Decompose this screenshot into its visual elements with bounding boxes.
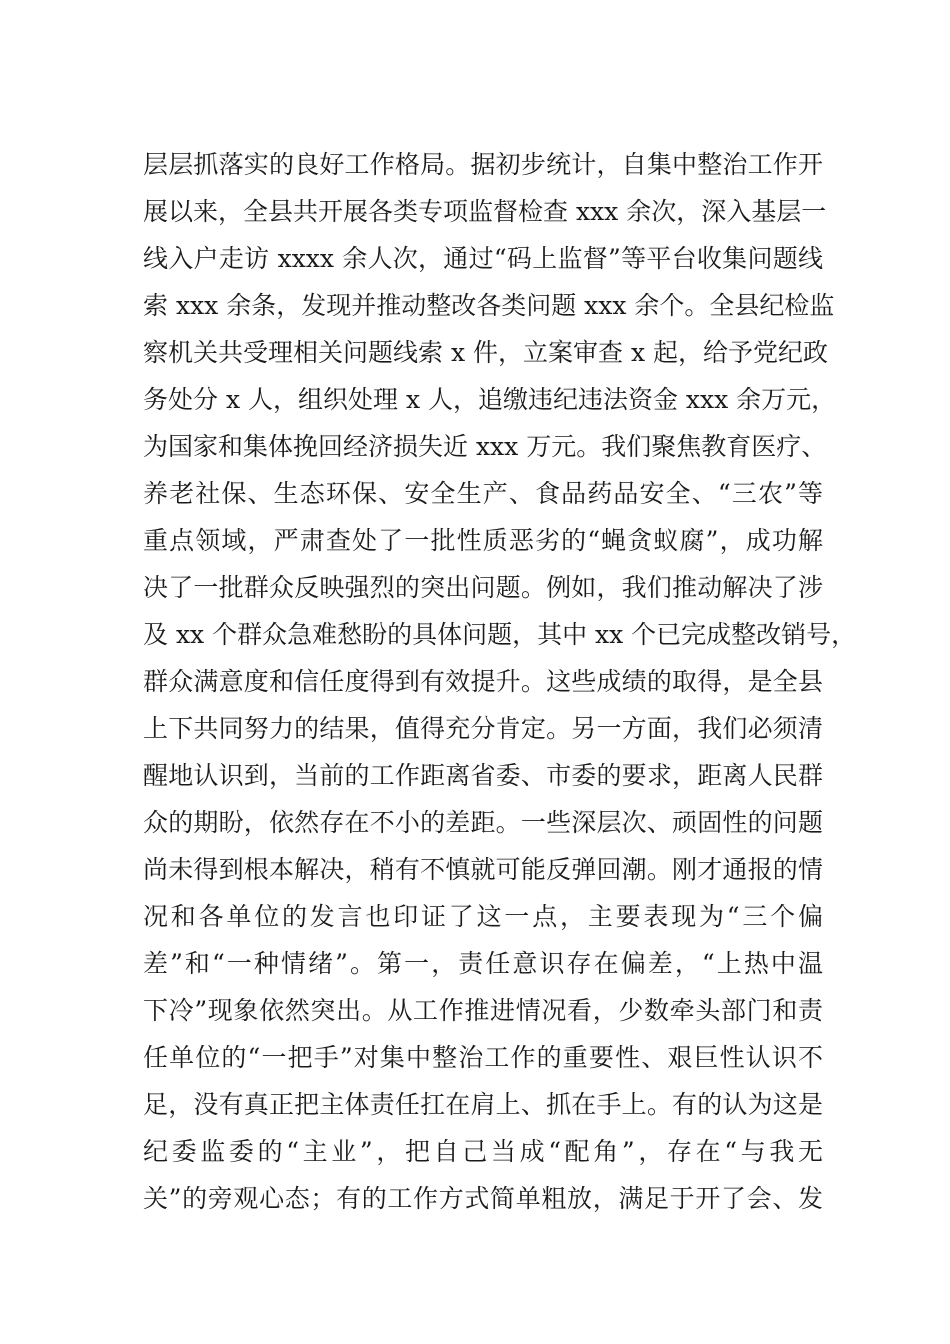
text-line: 醒地认识到，当前的工作距离省委、市委的要求，距离人民群	[143, 761, 823, 790]
text-line: 及 xx 个群众急难愁盼的具体问题，其中 xx 个已完成整改销号，	[143, 620, 857, 649]
text-line: 下冷”现象依然突出。从工作推进情况看，少数牵头部门和责	[143, 996, 823, 1025]
text-line: 决了一批群众反映强烈的突出问题。例如，我们推动解决了涉	[143, 573, 823, 602]
text-line: 任单位的“一把手”对集中整治工作的重要性、艰巨性认识不	[143, 1043, 823, 1072]
text-line: 况和各单位的发言也印证了这一点，主要表现为“三个偏	[143, 902, 823, 931]
text-line: 重点领域，严肃查处了一批性质恶劣的“蝇贪蚁腐”，成功解	[143, 526, 823, 555]
text-line: 尚未得到根本解决，稍有不慎就可能反弹回潮。刚才通报的情	[143, 855, 823, 884]
text-line: 足，没有真正把主体责任扛在肩上、抓在手上。有的认为这是	[143, 1090, 823, 1119]
text-line: 为国家和集体挽回经济损失近 xxx 万元。我们聚焦教育医疗、	[143, 432, 827, 461]
text-line: 索 xxx 余条，发现并推动整改各类问题 xxx 余个。全县纪检监	[143, 291, 835, 320]
body-paragraph	[143, 141, 857, 1222]
text-line: 群众满意度和信任度得到有效提升。这些成绩的取得，是全县	[143, 667, 823, 696]
text-line: 养老社保、生态环保、安全生产、食品药品安全、“三农”等	[143, 479, 823, 508]
text-line: 关”的旁观心态；有的工作方式简单粗放，满足于开了会、发	[143, 1184, 823, 1213]
text-line: 上下共同努力的结果，值得充分肯定。另一方面，我们必须清	[143, 714, 823, 743]
text-line: 纪委监委的“主业”，把自己当成“配角”，存在“与我无	[143, 1137, 823, 1166]
text-line: 差”和“一种情绪”。第一，责任意识存在偏差，“上热中温	[143, 949, 823, 978]
text-line: 线入户走访 xxxx 余人次，通过“码上监督”等平台收集问题线	[143, 244, 823, 273]
text-line: 务处分 x 人，组织处理 x 人，追缴违纪违法资金 xxx 余万元，	[143, 385, 837, 414]
text-line: 察机关共受理相关问题线索 x 件，立案审查 x 起，给予党纪政	[143, 338, 828, 367]
text-line: 展以来，全县共开展各类专项监督检查 xxx 余次，深入基层一	[143, 197, 827, 226]
text-line: 众的期盼，依然存在不小的差距。一些深层次、顽固性的问题	[143, 808, 823, 837]
text-line: 层层抓落实的良好工作格局。据初步统计，自集中整治工作开	[143, 150, 823, 179]
